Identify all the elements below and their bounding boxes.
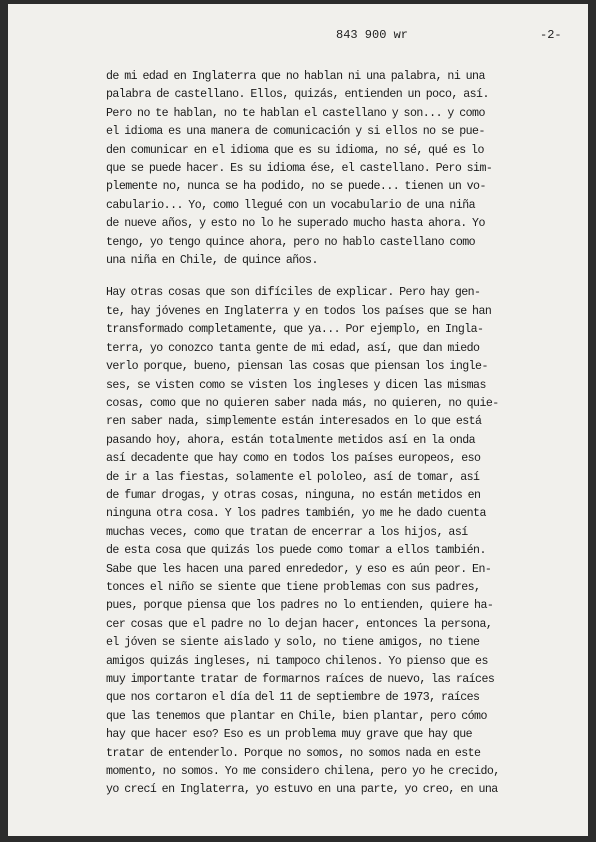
text-line: el jóven se siente aislado y solo, no tiene amigos, no tiene: [106, 636, 480, 650]
text-line: te, hay jóvenes en Inglaterra y en todos los países que se han: [106, 304, 492, 318]
text-line: ninguna otra cosa. Y los padres también, yo me he dado cuenta: [106, 507, 486, 521]
text-line: cosas, como que no quieren saber nada más, no quieren, no quie-: [106, 396, 499, 410]
text-line: verlo porque, bueno, piensan las cosas que piensan los ingle-: [106, 360, 488, 374]
text-line: Pero no te hablan, no te hablan el castellano y son... y como: [106, 106, 485, 120]
text-line: una niña en Chile, de quince años.: [106, 254, 318, 268]
text-line: tratar de entenderlo. Porque no somos, no somos nada en este: [106, 746, 481, 760]
document-page: [8, 4, 588, 836]
text-line: pasando hoy, ahora, están totalmente metidos así en la onda: [106, 433, 476, 447]
text-line: Hay otras cosas que son difíciles de explicar. Pero hay gen-: [106, 286, 481, 300]
text-line: así decadente que hay como en todos los países europeos, eso: [106, 452, 481, 466]
text-line: que las tenemos que plantar en Chile, bien plantar, pero cómo: [106, 709, 487, 723]
text-line: plemente no, nunca se ha podido, no se puede... tienen un vo-: [106, 180, 486, 194]
text-line: ren saber nada, simplemente están interesados en lo que está: [106, 415, 482, 429]
text-line: ses, se visten como se visten los ingleses y dicen las mismas: [106, 378, 486, 392]
text-line: de nueve años, y esto no lo he superado mucho hasta ahora. Yo: [106, 217, 485, 231]
text-line: el idioma es una manera de comunicación y si ellos no se pue-: [106, 125, 485, 139]
text-line: momento, no somos. Yo me considero chilena, pero yo he crecido,: [106, 765, 500, 779]
paragraph-gap: [106, 270, 566, 284]
text-line: yo crecí en Inglaterra, yo estuvo en una parte, yo creo, en una: [106, 783, 498, 797]
text-line: muy importante tratar de formarnos raíces de nuevo, las raíces: [106, 673, 495, 686]
text-line: de fumar drogas, y otras cosas, ninguna, no están metidos en: [106, 488, 481, 502]
text-line: hay que hacer eso? Eso es un problema muy grave que hay que: [106, 728, 473, 742]
text-line: cabulario... Yo, como llegué con un vocabulario de una niña: [106, 198, 476, 212]
text-line: de ir a las fiestas, solamente el pololeo, así de tomar, así: [106, 470, 480, 484]
text-line: amigos quizás ingleses, ni tampoco chilenos. Yo pienso que es: [106, 654, 488, 668]
text-line: Sabe que les hacen una pared enrededor, y eso es aún peor. En-: [106, 562, 492, 576]
text-line: pues, porque piensa que los padres no lo entienden, quiere ha-: [106, 599, 494, 613]
text-line: transformado completamente, que ya... Por ejemplo, en Ingla-: [106, 323, 484, 337]
text-line: tonces el niño se siente que tiene problemas con sus padres,: [106, 580, 481, 594]
document-reference: 843 900 wr: [336, 28, 409, 42]
text-line: palabra de castellano. Ellos, quizás, entienden un poco, así.: [106, 88, 489, 102]
document-body: [106, 68, 566, 800]
text-line: cer cosas que el padre no lo dejan hacer, entonces la persona,: [106, 617, 493, 631]
paragraph: [106, 284, 566, 799]
text-line: que nos cortaron el día del 11 de septiembre de 1973, raíces: [106, 691, 480, 705]
text-line: muchas veces, como que tratan de encerrar a los hijos, así: [106, 525, 468, 539]
text-line: que se puede hacer. Es su idioma ése, el castellano. Pero sim-: [106, 162, 493, 176]
text-line: tengo, yo tengo quince ahora, pero no hablo castellano como: [106, 235, 476, 249]
text-line: de mi edad en Inglaterra que no hablan ni una palabra, ni una: [106, 70, 485, 83]
text-line: terra, yo conozco tanta gente de mi edad, así, que dan miedo: [106, 341, 480, 355]
text-line: de esta cosa que quizás los puede como tomar a ellos también.: [106, 544, 486, 558]
page-number: -2-: [540, 28, 562, 42]
text-line: den comunicar en el idioma que es su idioma, no sé, qué es lo: [106, 143, 484, 157]
paragraph: [106, 68, 566, 270]
